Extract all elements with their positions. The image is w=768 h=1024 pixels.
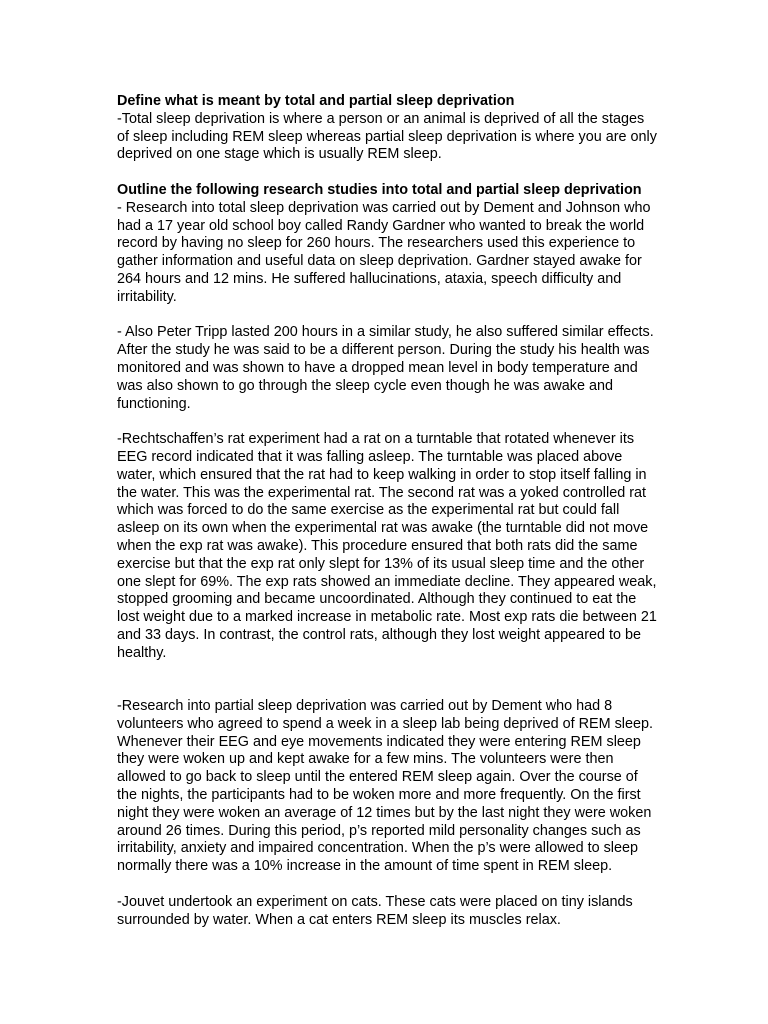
paragraph-dement-partial-deprivation: -Research into partial sleep deprivation was carried out by Dement who had 8 volunteers who agreed to spend a week in a sleep lab being deprived of REM sleep. Whenever their EEG and eye movements indicated they were entering REM sleep they were woken up and kept awake for a few mins. The volunteers were then allowed to go back to sleep until the entered REM sleep again. Over the course of the nights, the participants had to be woken more and more frequently. On the first night they were woken an average of 12 times but by the last night they were woken around 26 times. During this period, p’s reported mild personality changes such as irritability, anxiety and impaired concentration. When the p’s were allowed to sleep normally there was a 10% increase in the amount of time spent in REM sleep.: [117, 698, 653, 875]
spacer: [117, 876, 657, 894]
spacer: [117, 164, 657, 182]
spacer: [117, 307, 657, 325]
paragraph-peter-tripp: - Also Peter Tripp lasted 200 hours in a similar study, he also suffered similar effects. After the study he was said to be a different person. During the study his health was monitored and was shown to have a dropped mean level in body temperature and was also shown to go through the sleep cycle even though he was awake and functioning.: [117, 324, 654, 412]
spacer: [117, 663, 657, 699]
paragraph-rechtschaffen-rats: -Rechtschaffen’s rat experiment had a rat on a turntable that rotated whenever its EEG record indicated that it was falling asleep. The turntable was placed above water, which ensured that the rat had to keep walking in order to stop itself falling in the water. This was the experimental rat. The second rat was a yoked controlled rat which was forced to do the same exercise as the experimental rat but could fall asleep on its own when the experimental rat was awake (the turntable did not move when the exp rat was awake). This procedure ensured that both rats did the same exercise but that the exp rat only slept for 13% of its usual sleep time and the other one slept for 69%. The exp rats showed an immediate decline. They appeared weak, stopped grooming and became uncoordinated. Although they continued to eat the lost weight due to a marked increase in metabolic rate. Most exp rats die between 21 and 33 days. In contrast, the control rats, although they lost weight appeared to be healthy.: [117, 431, 657, 661]
document-page: [117, 93, 657, 929]
definition-paragraph: -Total sleep deprivation is where a person or an animal is deprived of all the stages of sleep including REM sleep whereas partial sleep deprivation is where you are only deprived on one stage which is usually REM sleep.: [117, 110, 657, 163]
section-heading-definition: Define what is meant by total and partial sleep deprivation: [117, 93, 515, 109]
paragraph-dement-johnson-gardner: - Research into total sleep deprivation was carried out by Dement and Johnson who had a 17 year old school boy called Randy Gardner who wanted to break the world record by having no sleep for 260 hours. The researchers used this experience to gather information and useful data on sleep deprivation. Gardner stayed awake for 264 hours and 12 mins. He suffered hallucinations, ataxia, speech difficulty and irritability.: [117, 199, 651, 305]
paragraph-jouvet-cats: -Jouvet undertook an experiment on cats. These cats were placed on tiny islands surrounded by water. When a cat enters REM sleep its muscles relax.: [117, 893, 633, 928]
spacer: [117, 413, 657, 431]
section-heading-research-studies: Outline the following research studies into total and partial sleep deprivation: [117, 181, 642, 198]
